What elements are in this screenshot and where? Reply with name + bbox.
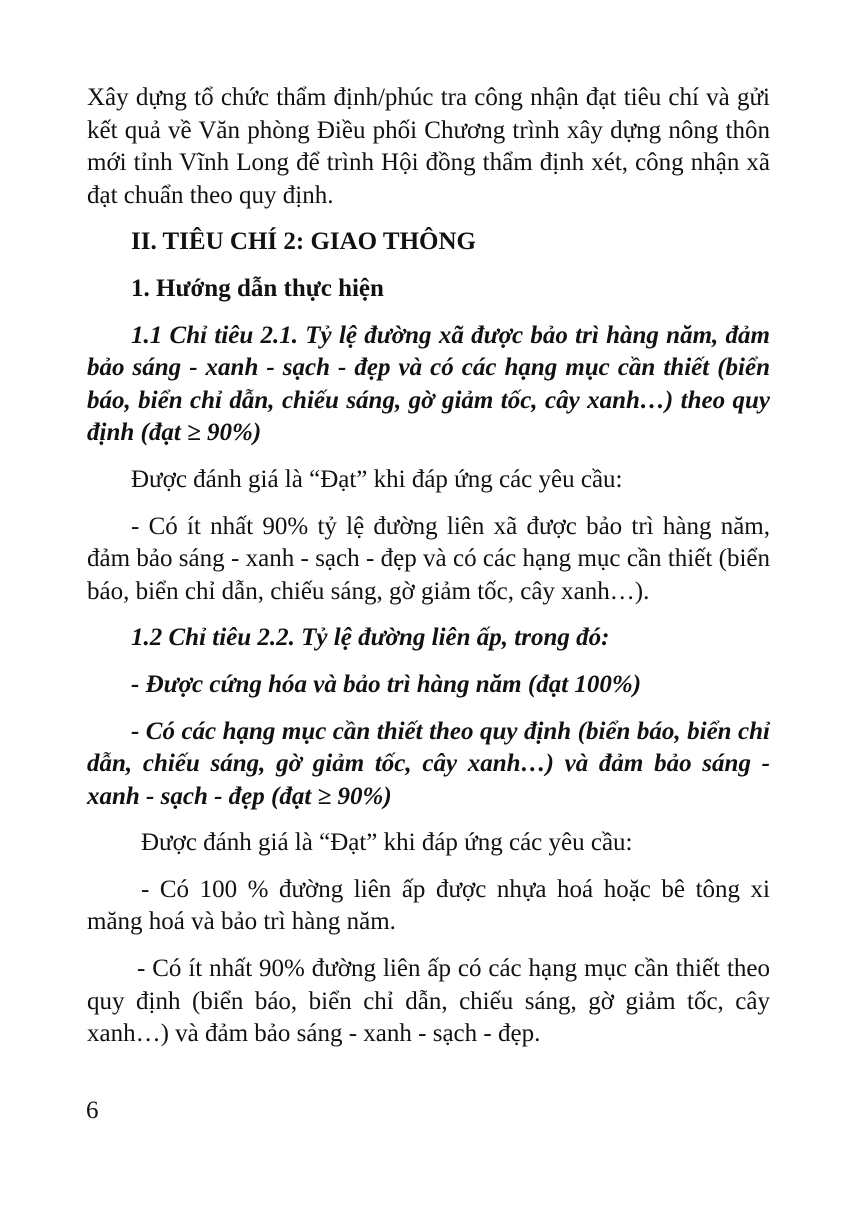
requirement-1: - Có ít nhất 90% tỷ lệ đường liên xã được bảo trì hàng năm, đảm bảo sáng - xanh - sạch - đẹp và có các hạng mục cần thiết (biển báo, biển chỉ dẫn, chiếu sáng, gờ giảm tốc, cây xanh…).	[87, 512, 770, 605]
criterion-2-1: 1.1 Chỉ tiêu 2.1. Tỷ lệ đường xã được bảo trì hàng năm, đảm bảo sáng - xanh - sạch - đẹp và có các hạng mục cần thiết (biển báo, biển chỉ dẫn, chiếu sáng, gờ giảm tốc, cây xanh…) theo quy định (đạt ≥ 90%)	[87, 321, 770, 447]
page-body	[87, 82, 770, 1051]
guide-heading: 1. Hướng dẫn thực hiện	[131, 274, 384, 302]
requirement-3: - Có ít nhất 90% đường liên ấp có các hạng mục cần thiết theo quy định (biển báo, biển chỉ dẫn, chiếu sáng, gờ giảm tốc, cây xanh…) và đảm bảo sáng - xanh - sạch - đẹp.	[87, 955, 770, 1048]
page-number: 6	[86, 1097, 99, 1124]
evaluation-statement-1: Được đánh giá là “Đạt” khi đáp ứng các yêu cầu:	[131, 465, 623, 493]
intro-paragraph: Xây dựng tổ chức thẩm định/phúc tra công nhận đạt tiêu chí và gửi kết quả về Văn phòng Điều phối Chương trình xây dựng nông thôn mới tỉnh Vĩnh Long để trình Hội đồng thẩm định xét, công nhận xã đạt chuẩn theo quy định.	[87, 84, 770, 209]
criterion-2-2-a: - Được cứng hóa và bảo trì hàng năm (đạt 100%)	[131, 670, 642, 698]
section-heading: II. TIÊU CHÍ 2: GIAO THÔNG	[131, 228, 476, 256]
criterion-2-2: 1.2 Chỉ tiêu 2.2. Tỷ lệ đường liên ấp, trong đó:	[131, 624, 610, 652]
evaluation-statement-2: Được đánh giá là “Đạt” khi đáp ứng các yêu cầu:	[141, 829, 633, 857]
requirement-2: - Có 100 % đường liên ấp được nhựa hoá hoặc bê tông xi măng hoá và bảo trì hàng năm.	[87, 875, 770, 936]
criterion-2-2-b: - Có các hạng mục cần thiết theo quy định (biển báo, biển chỉ dẫn, chiếu sáng, gờ giảm tốc, cây xanh…) và đảm bảo sáng - xanh - sạch - đẹp (đạt ≥ 90%)	[87, 717, 770, 810]
